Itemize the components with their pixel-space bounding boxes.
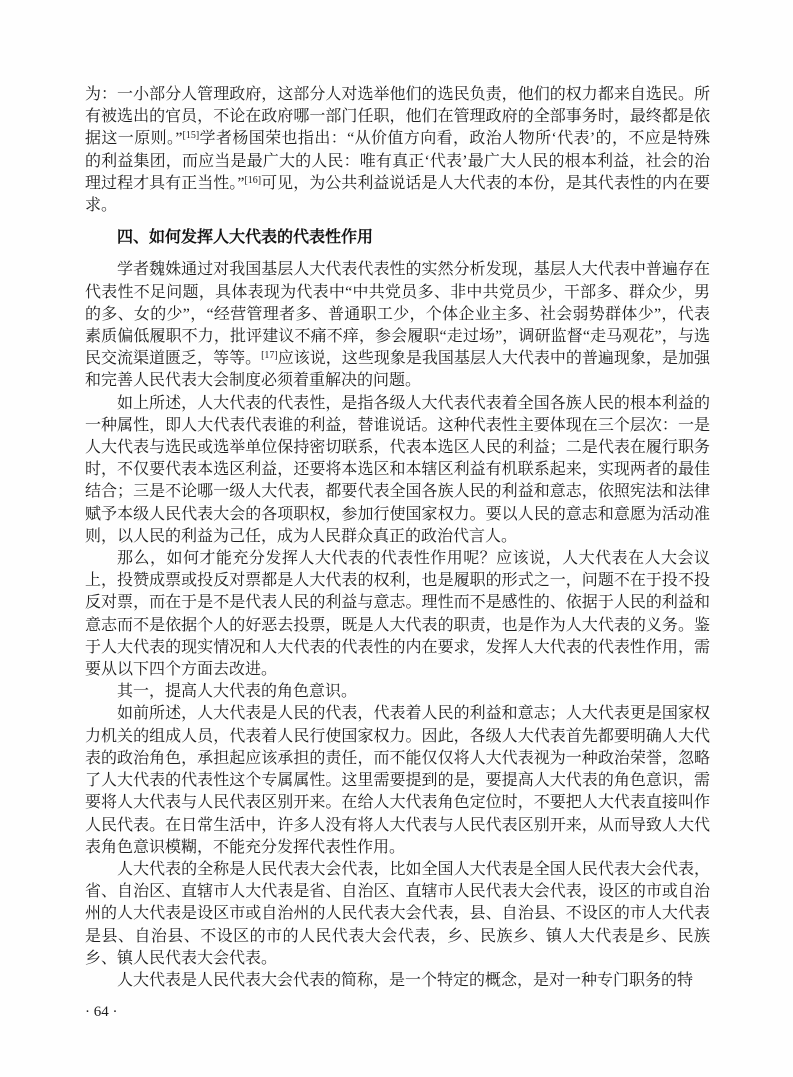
paragraph-text: 可见，为公共利益说话是人大代表的本份，是其代表性的内在要求。: [85, 174, 710, 215]
paragraph-text: 为：一小部分人管理政府，这部分人对选举他们的选民负责，他们的权力都来自选民。所有被选出的官员，不论在政府哪一部门任职，他们在管理政府的全部事务时，最终都是依据这一原则。”: [85, 86, 710, 148]
citation-ref-15: [15]: [182, 130, 200, 142]
body-paragraph: 那么，如何才能充分发挥人大代表的代表性作用呢？应该说，人大代表在人大会议上，投赞成票或投反对票都是人大代表的权利，也是履职的形式之一，问题不在于投不投反对票，而在于是不是代表人民的利益与意志。理性而不是感性的、依据于人民的利益和意志而不是依据个人的好恶去投票，既是人大代表的职责，也是作为人大代表的义务。鉴于人大代表的现实情况和人大代表的代表性的内在要求，发挥人大代表的代表性作用，需要从以下四个方面去改进。: [85, 550, 710, 679]
citation-ref-16: [16]: [244, 174, 262, 186]
citation-ref-17: [17]: [261, 350, 278, 362]
body-paragraph: 如前所述，人大代表是人民的代表，代表着人民的利益和意志；人大代表更是国家权力机关的组成人员，代表着人民行使国家权力。因此，各级人大代表首先都要明确人大代表的政治角色，承担起应该承担的责任，而不能仅仅将人大代表视为一种政治荣誉，忽略了人大代表的代表性这个专属属性。这里需要提到的是，要提高人大代表的角色意识，需要将人大代表与人民代表区别开来。在给人大代表角色定位时，不要把人大代表直接叫作人民代表。在日常生活中，许多人没有将人大代表与人民代表区别开来，从而导致人大代表角色意识模糊，不能充分发挥代表性作用。: [85, 705, 710, 856]
body-paragraph: 如上所述，人大代表的代表性，是指各级人大代表代表着全国各族人民的根本利益的一种属性，即人大代表代表谁的利益，替谁说话。这种代表性主要体现在三个层次：一是人大代表与选民或选举单位保持密切联系，代表本选区人民的利益；二是代表在履行职务时，不仅要代表本选区利益，还要将本选区和本辖区利益有机联系起来，实现两者的最佳结合；三是不论哪一级人大代表，都要代表全国各族人民的利益和意志，依照宪法和法律赋予本级人民代表大会的各项职权，参加行使国家权力。要以人民的意志和意愿为活动准则，以人民的利益为己任，成为人民群众真正的政治代言人。: [85, 394, 710, 545]
page-number: · 64 ·: [85, 1004, 118, 1021]
paragraph-text: 应该说，这些现象是我国基层人大代表中的普遍现象，是加强和完善人民代表大会制度必须着重解决的问题。: [85, 350, 710, 390]
body-paragraph: [85, 259, 710, 392]
body-paragraph: [85, 84, 710, 217]
paragraph-text: 学者杨国荣也指出：“从价值方向看，政治人物所‘代表’的，不应是特殊的利益集团，而应当是最广大的人民：唯有真正‘代表’最广大人民的根本利益，社会的治理过程才具有正当性。”: [85, 130, 710, 192]
body-paragraph: 人大代表的全称是人民代表大会代表，比如全国人大代表是全国人民代表大会代表，省、自治区、直辖市人大代表是省、自治区、直辖市人民代表大会代表，设区的市或自治州的人大代表是设区市或自治州的人民代表大会代表，县、自治县、不设区的市人大代表是县、自治县、不设区的市的人民代表大会代表，乡、民族乡、镇人大代表是乡、民族乡、镇人民代表大会代表。: [85, 860, 710, 967]
body-paragraph: 人大代表是人民代表大会代表的简称，是一个特定的概念，是对一种专门职务的特: [117, 971, 694, 989]
section-heading: 四、如何发挥人大代表的代表性作用: [117, 229, 374, 247]
paragraph-text: 学者魏姝通过对我国基层人大代表代表性的实然分析发现，基层人大代表中普遍存在代表性不足问题，具体表现为代表中“中共党员多、非中共党员少，干部多、群众少，男的多、女的少”，“经营管理者多、普通职工少，个体企业主多、社会弱势群体少”，代表素质偏低履职不力，批评建议不痛不痒，参会履职“走过场”，调研监督“走马观花”，与选民交流渠道匮乏，等等。: [85, 261, 710, 368]
body-paragraph: 其一，提高人大代表的角色意识。: [117, 683, 358, 701]
